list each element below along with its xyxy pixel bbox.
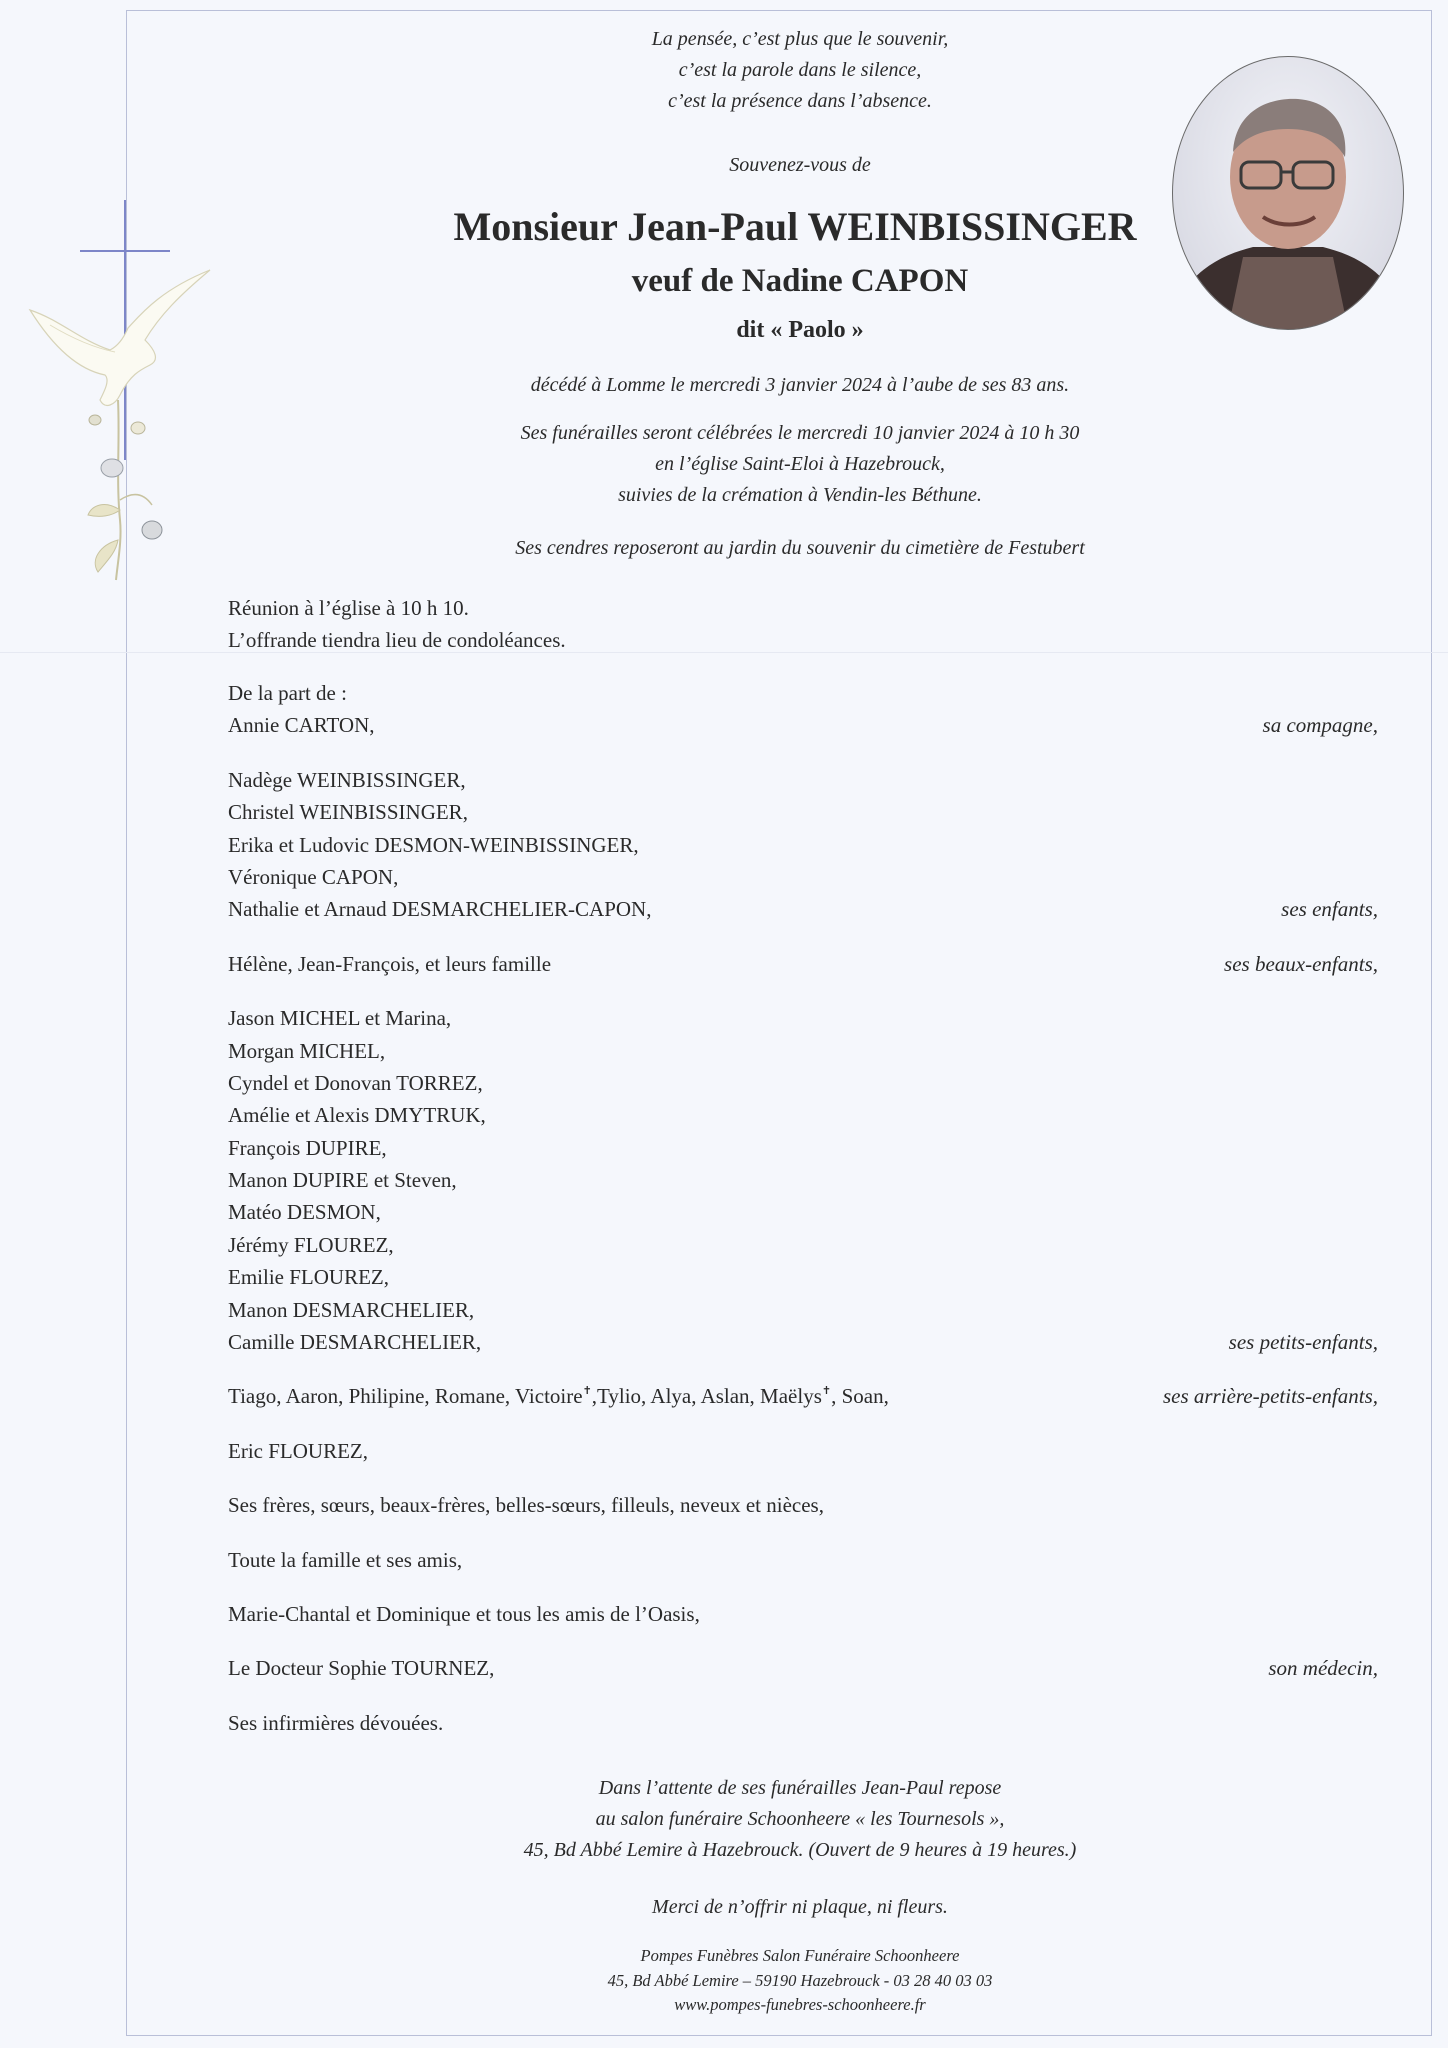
family-row-children	[228, 893, 1378, 925]
funeral-home-name: Pompes Funèbres Salon Funéraire Schoonheere	[640, 1946, 960, 1965]
family-row-companion	[228, 709, 1378, 741]
portrait-photo	[1172, 56, 1404, 330]
epigraph	[420, 24, 1180, 117]
child-name: Nadège WEINBISSINGER,	[228, 767, 466, 792]
child-name: Véronique CAPON,	[228, 864, 399, 889]
souvenez-line: Souvenez-vous de	[729, 154, 871, 176]
repose-line: au salon funéraire Schoonheere « les Tournesols »,	[595, 1808, 1005, 1830]
funeral-line: Ses funérailles seront célébrées le mercredi 10 janvier 2024 à 10 h 30	[520, 422, 1080, 444]
funeral-home-address: 45, Bd Abbé Lemire – 59190 Hazebrouck - 03 28 40 03 03	[607, 1970, 993, 1990]
funeral-line: suivies de la crémation à Vendin-les Béthune.	[618, 484, 982, 506]
companion-name: Annie CARTON,	[228, 713, 375, 738]
de-la-part-label: De la part de :	[228, 681, 347, 705]
repose-line: 45, Bd Abbé Lemire à Hazebrouck. (Ouvert de 9 heures à 19 heures.)	[523, 1839, 1077, 1861]
funeral-home-website: www.pompes-funebres-schoonheere.fr	[674, 1995, 926, 2014]
grandchild-name: Camille DESMARCHELIER,	[228, 1330, 482, 1355]
grandchild-name: Cyndel et Donovan TORREZ,	[228, 1070, 483, 1095]
cross-horizontal-icon	[80, 250, 170, 252]
child-name: Nathalie et Arnaud DESMARCHELIER-CAPON,	[228, 897, 652, 922]
family-row-great-grandchildren	[228, 1380, 1378, 1412]
reunion-line: Réunion à l’église à 10 h 10.	[228, 596, 469, 620]
grandchild-name: Morgan MICHEL,	[228, 1038, 386, 1063]
epigraph-line: c’est la présence dans l’absence.	[668, 90, 932, 112]
grandchild-name: Manon DESMARCHELIER,	[228, 1297, 475, 1322]
siblings-line: Ses frères, sœurs, beaux-frères, belles-sœurs, filleuls, neveux et nièces,	[228, 1493, 824, 1518]
funeral-info	[370, 418, 1230, 511]
family-friends-line: Toute la famille et ses amis,	[228, 1547, 463, 1572]
great-grandchildren-names	[228, 1384, 889, 1408]
nurses-line: Ses infirmières dévouées.	[228, 1710, 444, 1735]
repose-line: Dans l’attente de ses funérailles Jean-Paul repose	[598, 1777, 1002, 1799]
epigraph-line: c’est la parole dans le silence,	[678, 59, 922, 81]
great-grandchildren-role: ses arrière-petits-enfants,	[1162, 1384, 1378, 1409]
great-grandchildren-part: , Soan,	[831, 1384, 889, 1409]
child-name: Erika et Ludovic DESMON-WEINBISSINGER,	[228, 832, 639, 857]
cross-dove-flower-icon	[20, 200, 220, 600]
step-children-names: Hélène, Jean-François, et leurs famille	[228, 951, 552, 976]
grandchild-name: Jason MICHEL et Marina,	[228, 1006, 452, 1031]
child-name: Christel WEINBISSINGER,	[228, 800, 468, 825]
grandchild-name: Emilie FLOUREZ,	[228, 1265, 389, 1290]
deceased-cross-icon: ✝	[582, 1385, 592, 1398]
funeral-home-info	[420, 1944, 1180, 2018]
merci-line: Merci de n’offrir ni plaque, ni fleurs.	[652, 1896, 948, 1918]
family-row-step-children	[228, 948, 1378, 980]
great-grandchildren-part: ,Tylio, Alya, Aslan, Maëlys	[591, 1384, 822, 1409]
offering-line: L’offrande tiendra lieu de condoléances.	[228, 628, 566, 653]
funeral-line: en l’église Saint-Eloi à Hazebrouck,	[655, 453, 945, 475]
deceased-name: Monsieur Jean-Paul WEINBISSINGER	[453, 204, 1137, 249]
epigraph-line: La pensée, c’est plus que le souvenir,	[651, 28, 949, 50]
step-children-role: ses beaux-enfants,	[1224, 951, 1378, 976]
doctor-name: Le Docteur Sophie TOURNEZ,	[228, 1656, 495, 1681]
grandchildren-role: ses petits-enfants,	[1228, 1330, 1378, 1355]
great-grandchildren-part: Tiago, Aaron, Philipine, Romane, Victoire	[228, 1384, 583, 1409]
eric-line: Eric FLOUREZ,	[228, 1438, 368, 1463]
repose-info	[420, 1773, 1180, 1866]
reunion-block	[228, 592, 1378, 657]
family-row-grandchildren	[228, 1326, 1378, 1358]
companion-role: sa compagne,	[1262, 713, 1378, 738]
widower-line: veuf de Nadine CAPON	[631, 263, 969, 299]
doctor-role: son médecin,	[1268, 1656, 1378, 1681]
person-icon	[1173, 57, 1403, 329]
grandchild-name: Amélie et Alexis DMYTRUK,	[228, 1103, 486, 1128]
oasis-line: Marie-Chantal et Dominique et tous les amis de l’Oasis,	[228, 1601, 700, 1626]
dove-icon	[30, 270, 210, 405]
grandchild-name: Jérémy FLOUREZ,	[228, 1232, 394, 1257]
deceased-cross-icon: ✝	[821, 1385, 832, 1398]
grandchild-name: Manon DUPIRE et Steven,	[228, 1168, 457, 1193]
grandchild-name: Matéo DESMON,	[228, 1200, 381, 1225]
family-list	[228, 677, 1378, 1739]
cross-vertical-icon	[124, 200, 126, 460]
family-row-doctor	[228, 1652, 1378, 1684]
nickname-line: dit « Paolo »	[736, 317, 864, 343]
children-role: ses enfants,	[1281, 897, 1378, 922]
death-line: décédé à Lomme le mercredi 3 janvier 2024 à l’aube de ses 83 ans.	[530, 374, 1070, 396]
ashes-line: Ses cendres reposeront au jardin du souvenir du cimetière de Festubert	[515, 537, 1085, 559]
grandchild-name: François DUPIRE,	[228, 1135, 387, 1160]
